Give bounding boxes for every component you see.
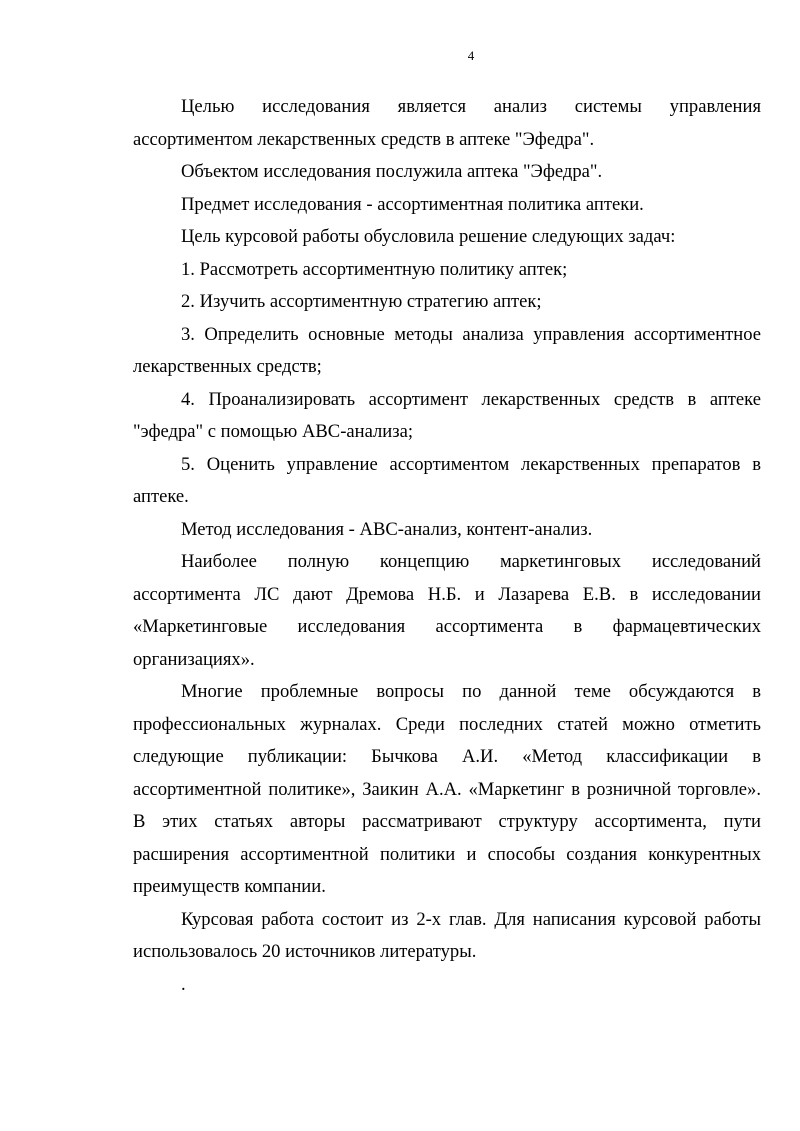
paragraph-object: Объектом исследования послужила аптека "Эфедра".: [181, 161, 603, 182]
paragraph-concept: Наиболее полную концепцию маркетинговых исследований ассортимента ЛС дают Дремова Н.Б. и Лазарева Е.В. в исследовании «Маркетинговые исследования ассортимента в фармацевтических организациях».: [133, 551, 761, 670]
paragraph-purpose: Целью исследования является анализ системы управления ассортиментом лекарственных средств в аптеке "Эфедра".: [133, 96, 761, 150]
page-number: 4: [467, 48, 475, 63]
paragraph-method: Метод исследования - ABC-анализ, контент-анализ.: [181, 518, 593, 540]
paragraph-structure: Курсовая работа состоит из 2-х глав. Для написания курсовой работы использовалось 20 источников литературы.: [133, 908, 761, 962]
paragraph-task-4: 4. Проанализировать ассортимент лекарственных средств в аптеке "эфедра" с помощью ABC-анализа;: [133, 388, 761, 442]
paragraph-task-1: 1. Рассмотреть ассортиментную политику аптек;: [181, 258, 568, 280]
paragraph-task-2: 2. Изучить ассортиментную стратегию аптек;: [181, 291, 542, 312]
paragraph-publications: Многие проблемные вопросы по данной теме обсуждаются в профессиональных журналах. Среди последних статей можно отметить следующие публикации: Бычкова А.И. «Метод классификации в ассортиментной политике», Заикин А.А. «Маркетинг в розничной торговле». В этих статьях авторы рассматривают структуру ассортимента, пути расширения ассортиментной политики и способы создания конкурентных преимуществ компании.: [133, 681, 761, 897]
paragraph-task-5: 5. Оценить управление ассортиментом лекарственных препаратов в аптеке.: [133, 453, 761, 507]
document-body: [133, 91, 761, 1001]
paragraph-tasks-intro: Цель курсовой работы обусловила решение следующих задач:: [181, 226, 676, 247]
paragraph-subject: Предмет исследования - ассортиментная политика аптеки.: [181, 193, 644, 215]
paragraph-trailing-dot: .: [181, 973, 186, 995]
paragraph-task-3: 3. Определить основные методы анализа управления ассортиментное лекарственных средств;: [133, 323, 761, 377]
